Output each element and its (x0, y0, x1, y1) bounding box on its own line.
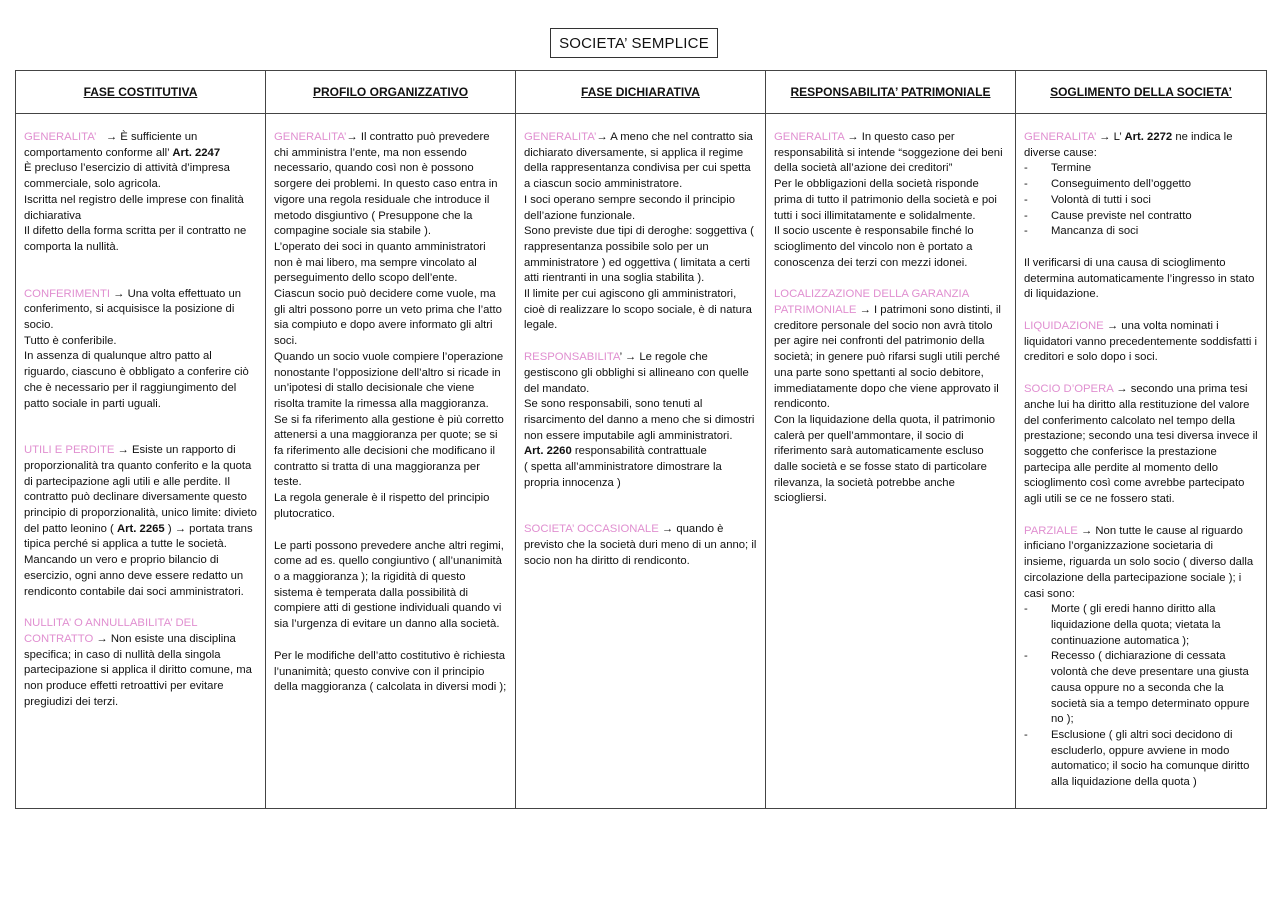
text: I soci operano sempre secondo il principio dell’azione funzionale. (524, 193, 735, 222)
section-liquidazione (1024, 319, 1258, 366)
text: Sono previste due tipi di deroghe: soggettiva ( rappresentanza possibile solo per un amministratore ) ed oggettiva ( limitata a certi atti rientranti in una soglia stabilita ). (524, 225, 754, 285)
text: Il contratto può prevedere chi amministra l’ente, ma non essendo necessario, quando così non è possono sorgere dei problemi. In questo caso entra in vigore una regola residuale che introduce il metodo disgiuntivo ( Presuppone che la compagine sociale sia stabile ). (274, 131, 498, 238)
text: È sufficiente un comportamento conforme all’ (24, 131, 198, 159)
section-generalita (524, 130, 757, 334)
text: Per le modifiche dell’atto costitutivo è richiesta l’unanimità; questo convive con il principio della maggioranza ( calcolata in diversi modi ); (274, 649, 507, 694)
keyword-nullita: NULLITA’ O ANNULLABILITA’ DEL CONTRATTO (24, 617, 198, 645)
section-conferimenti (24, 287, 257, 413)
text: L’operato dei soci in quanto amministratori non è mai libero, ma sempre vincolato al perseguimento dello scopo dell’ente. (274, 240, 486, 285)
text: A meno che nel contratto sia dichiarato diversamente, si applica il regime della rappresentanza condivisa per cui spetta a ciascun socio amministratore. (524, 131, 753, 191)
text: Per le obbligazioni della società risponde prima di tutto il patrimonio della società e poi tutti i soci illimitatamente e solidalmente. (774, 178, 997, 222)
summary-table (15, 70, 1267, 809)
arrow-icon: → (346, 131, 358, 143)
text: Il verificarsi di una causa di scioglimento determina automaticamente l’ingresso in stato di liquidazione. (1024, 256, 1255, 301)
article-ref: Art. 2260 (524, 445, 572, 458)
text: I patrimoni sono distinti, il creditore personale del socio non avrà titolo per agire nei confronti del patrimonio della società; in genere può rifarsi sugli utili perché una parte sono spettanti al socio debitore, immediatamente dopo che viene approvato il rendiconto. (774, 304, 1001, 411)
section-responsabilita (524, 350, 757, 491)
text: In questo caso per responsabilità si intende “soggezione dei beni della società all’azione dei creditori” (774, 131, 1003, 175)
keyword-conferimenti: CONFERIMENTI (24, 287, 110, 300)
text: Esiste un rapporto di proporzionalità tra quanto conferito e la quota di partecipazione agli utili e alle perdite. Il contratto può declinare diversamente questo principio di proporzionalità, unico limite: divieto del patto leonino ( (24, 444, 257, 535)
text: Il difetto della forma scritta per il contratto ne comporta la nullità. (24, 225, 247, 253)
list-item: - Conseguimento dell’oggetto (1024, 177, 1258, 193)
arrow-icon: → (661, 523, 674, 536)
keyword-localizzazione: LOCALIZZAZIONE DELLA GARANZIA PATRIMONIALE (774, 288, 969, 317)
column-responsabilita-patrimoniale (766, 114, 1016, 809)
keyword-generalita: GENERALITA’ (1024, 131, 1096, 143)
arrow-icon: → (96, 632, 108, 645)
text: Una volta effettuato un conferimento, si acquisisce la posizione di socio. (24, 287, 242, 332)
header-responsabilita-patrimoniale: RESPONSABILITA’ PATRIMONIALE (766, 71, 1016, 114)
section-utili-perdite (24, 443, 257, 600)
text: Non tutte le cause al riguardo inficiano l’organizzazione societaria di insieme, riguarda un solo socio ( diverso dalla circolazione della partecipazione sociale ); i casi sono: (1024, 524, 1254, 600)
arrow-icon: → (113, 287, 125, 300)
column-fase-dichiarativa (516, 114, 766, 809)
keyword-generalita: GENERALITA’ (524, 131, 597, 143)
text: La regola generale è il rispetto del principio plutocratico. (274, 492, 490, 520)
arrow-icon: → (859, 304, 871, 317)
list-item: - Esclusione ( gli altri soci decidono di escluderlo, oppure avviene in modo automatico; il socio ha comunque diritto alla liquidazione della quota ) (1024, 728, 1258, 791)
section-generalita (774, 130, 1007, 271)
text: portata trans tipica perché si applica a tutte le società. Mancando un vero e proprio bilancio di esercizio, ogni anno deve essere redatto un rendiconto contabile dai soci amministratori. (24, 522, 253, 598)
article-ref: Art. 2272 (1124, 131, 1173, 143)
content-row (16, 114, 1267, 809)
text: Non esiste una disciplina specifica; in caso di nullità della singola partecipazione si applica il diritto comune, ma non produce effetti retroattivi per evitare pregiudizi dei terzi. (24, 632, 252, 708)
text: In assenza di qualunque altro patto al riguardo, ciascuno è obbligato a conferire ciò che è necessario per il raggiungimento del patto sociale in parti uguali. (24, 350, 249, 410)
keyword-parziale: PARZIALE (1024, 524, 1078, 537)
header-fase-dichiarativa: FASE DICHIARATIVA (516, 71, 766, 114)
keyword-liquidazione: LIQUIDAZIONE (1024, 320, 1104, 333)
column-scioglimento (1016, 114, 1267, 809)
arrow-icon: → (1106, 320, 1119, 333)
text: Se si fa riferimento alla gestione è più corretto attenersi a una maggioranza per quote; se si fa riferimento alle decisioni che modificano il contratto si tratta di una maggioranza per teste. (274, 413, 504, 489)
text: ) (167, 522, 172, 535)
keyword-generalita: GENERALITA (774, 131, 845, 143)
arrow-icon: → (1099, 131, 1111, 143)
causes-list (1024, 161, 1258, 240)
column-profilo-organizzativo (266, 114, 516, 809)
text: ( spetta all’amministratore dimostrare la propria innocenza ) (524, 461, 722, 489)
header-fase-costitutiva: FASE COSTITUTIVA (16, 71, 266, 114)
list-item: - Recesso ( dichiarazione di cessata volontà che deve presentare una giusta causa oppure no a seconda che la società sia a tempo determinato oppure no ); (1024, 649, 1258, 728)
keyword-societa-occasionale: SOCIETA’ OCCASIONALE (524, 523, 659, 536)
header-profilo-organizzativo: PROFILO ORGANIZZATIVO (266, 71, 516, 114)
text: una volta nominati i liquidatori vanno precedentemente soddisfatti i creditori e solo dopo i soci. (1024, 320, 1257, 364)
list-item: - Termine (1024, 161, 1258, 177)
arrow-icon: → (596, 131, 608, 143)
arrow-icon: → (174, 522, 187, 535)
section-localizzazione (774, 287, 1007, 507)
column-fase-costitutiva (16, 114, 266, 809)
text: responsabilità contrattuale (574, 445, 707, 458)
section-generalita (24, 130, 257, 256)
section-parziale (1024, 524, 1258, 791)
text: Le regole che gestiscono gli obblighi si allineano con quelle del mandato. (524, 351, 749, 395)
text: Il socio uscente è responsabile finché lo scioglimento del vincolo non è portato a conoscenza dei terzi con mezzi idonei. (774, 225, 974, 269)
text: Con la liquidazione della quota, il patrimonio calerà per quell’ammontare, il socio di riferimento sarà automaticamente escluso dalle società e se fosse stato di particolare rilevanza, la società potrebbe anche sciogliersi. (774, 413, 996, 505)
text: quando è previsto che la società duri meno di un anno; il socio non ha diritto di rendiconto. (524, 523, 757, 567)
text: Ciascun socio può decidere come vuole, ma gli altri possono porre un veto prima che l’atto sia compiuto e dopo avere informato gli altri soci. (274, 288, 502, 348)
text: È precluso l’esercizio di attività d’impresa commerciale, solo agricola. (24, 162, 230, 191)
section-socio-opera (1024, 382, 1258, 508)
keyword-responsabilita: RESPONSABILITA (524, 351, 620, 364)
page-title: SOCIETA’ SEMPLICE (550, 28, 718, 58)
text: Tutto è conferibile. (24, 334, 117, 347)
arrow-icon: → (847, 131, 859, 143)
arrow-icon: → (1080, 524, 1093, 537)
keyword-socio-opera: SOCIO D’OPERA (1024, 383, 1114, 396)
keyword-utili-perdite: UTILI E PERDITE (24, 444, 115, 457)
text: Se sono responsabili, sono tenuti al risarcimento del danno a meno che si dimostri non essere imputabile agli amministratori. (524, 398, 755, 442)
section-generalita (1024, 130, 1258, 303)
arrow-icon: → (1116, 383, 1128, 396)
arrow-icon: → (624, 351, 637, 364)
text: ’ (619, 351, 622, 364)
list-item: - Mancanza di soci (1024, 224, 1258, 240)
arrow-icon: → (105, 131, 118, 143)
section-societa-occasionale (524, 522, 757, 569)
text: Il limite per cui agiscono gli amministratori, cioè di realizzare lo scopo sociale, è di natura legale. (524, 288, 752, 332)
section-nullita (24, 616, 257, 710)
text: L’ (1113, 131, 1122, 143)
list-item: - Cause previste nel contratto (1024, 209, 1258, 225)
text: Le parti possono prevedere anche altri regimi, come ad es. quello congiuntivo ( all’unanimità o a maggioranza ); la rigidità di questo sistema è temperata dalla possibilità di compiere atti di gestione individuali quando vi sia l’urgenza di evitare un danno alla società. (274, 539, 504, 631)
text: secondo una prima tesi anche lui ha diritto alla restituzione del valore del conferimento calcolato nel tempo della prestazione; secondo una tesi diversa invece il soggetto che conferisce la prestazione partecipa alle perdite al momento dello scioglimento così come avrebbe partecipato agli utili se ce ne fossero stati. (1024, 383, 1258, 506)
cases-list (1024, 602, 1258, 790)
section-generalita (274, 130, 507, 696)
header-scioglimento: SOGLIMENTO DELLA SOCIETA’ (1016, 71, 1267, 114)
text: Quando un socio vuole compiere l’operazione nonostante l’opposizione dell’altro si ricade in un’ipotesi di stallo decisionale che viene risolta tramite la rimessa alla maggioranza. (274, 350, 504, 410)
article-ref: Art. 2247 (172, 146, 221, 159)
keyword-generalita: GENERALITA’ (24, 131, 97, 143)
header-row (16, 71, 1267, 114)
keyword-generalita: GENERALITA’ (274, 131, 347, 143)
text: ne indica le diverse cause: (1024, 131, 1233, 159)
list-item: - Volontà di tutti i soci (1024, 193, 1258, 209)
list-item: - Morte ( gli eredi hanno diritto alla liquidazione della quota; vietata la continuazione automatica ); (1024, 602, 1258, 649)
text: Iscritta nel registro delle imprese con finalità dichiarativa (24, 193, 244, 222)
arrow-icon: → (117, 444, 129, 457)
article-ref: Art. 2265 (116, 522, 165, 535)
